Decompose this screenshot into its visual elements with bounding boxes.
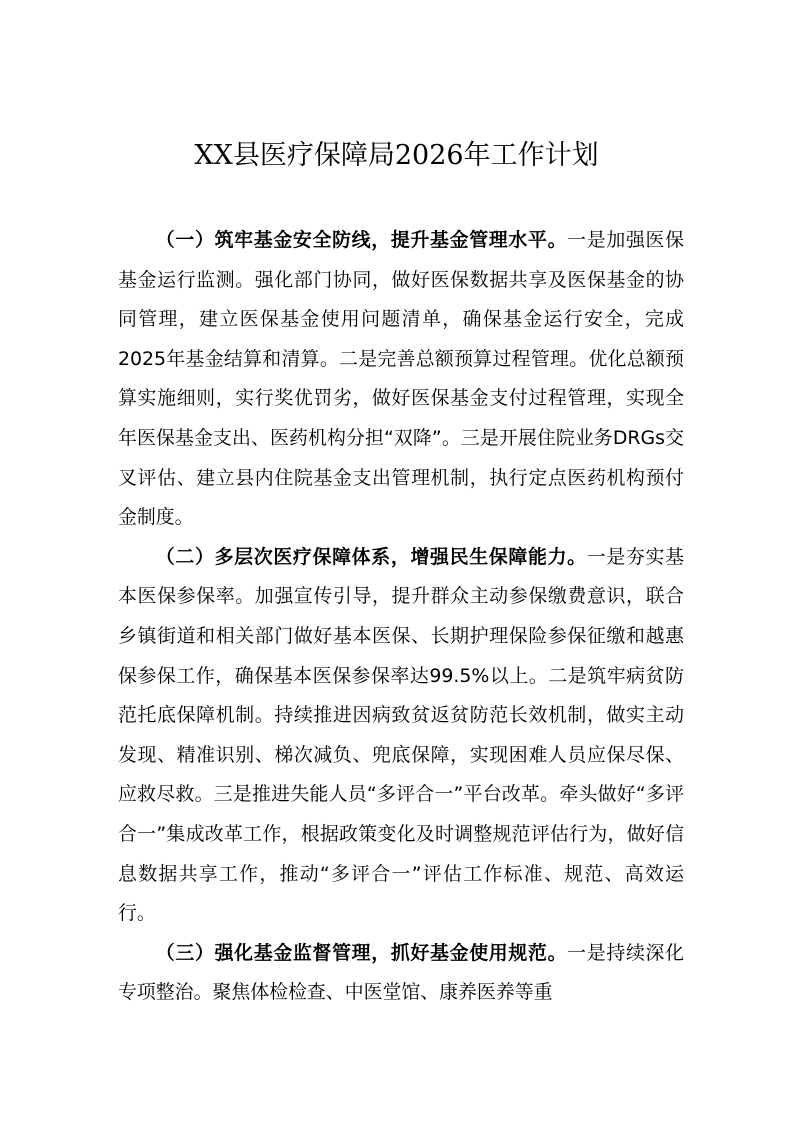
paragraph-2-heading: （二）多层次医疗保障体系，增强民生保障能力。 <box>155 545 587 568</box>
paragraph-3-heading: （三）强化基金监督管理，抓好基金使用规范。 <box>155 941 568 964</box>
paragraph-2-text: 一是夯实基本医保参保率。加强宣传引导，提升群众主动参保缴费意识，联合乡镇街道和相关部门做好基本医保、长期护理保险参保征缴和越惠保参保工作，确保基本医保参保率达99.5%以上。二是筑牢病贫防范托底保障机制。持续推进因病致贫返贫防范长效机制，做实主动发现、精准识别、梯次减负、兜底保障，实现困难人员应保尽保、应救尽救。三是推进失能人员“多评合一”平台改革。牵头做好“多评合一”集成改革工作，根据政策变化及时调整规范评估行为，做好信息数据共享工作，推动“多评合一”评估工作标准、规范、高效运行。 <box>118 545 685 925</box>
paragraph-2 <box>118 538 684 934</box>
paragraph-1 <box>118 221 684 538</box>
paragraph-1-text: 一是加强医保基金运行监测。强化部门协同，做好医保数据共享及医保基金的协同管理，建立医保基金使用问题清单，确保基金运行安全，完成2025年基金结算和清算。二是完善总额预算过程管理。优化总额预算实施细则，实行奖优罚劣，做好医保基金支付过程管理，实现全年医保基金支出、医药机构分担“双降”。三是开展住院业务DRGs交叉评估、建立县内住院基金支出管理机制，执行定点医药机构预付金制度。 <box>118 229 685 529</box>
paragraph-3-text: 一是持续深化专项整治。聚焦体检检查、中医堂馆、康养医养等重 <box>118 941 685 1004</box>
document-body <box>118 221 684 1013</box>
paragraph-3 <box>118 934 684 1013</box>
document-title: XX县医疗保障局2026年工作计划 <box>194 140 599 171</box>
paragraph-1-heading: （一）筑牢基金安全防线，提升基金管理水平。 <box>155 229 568 251</box>
